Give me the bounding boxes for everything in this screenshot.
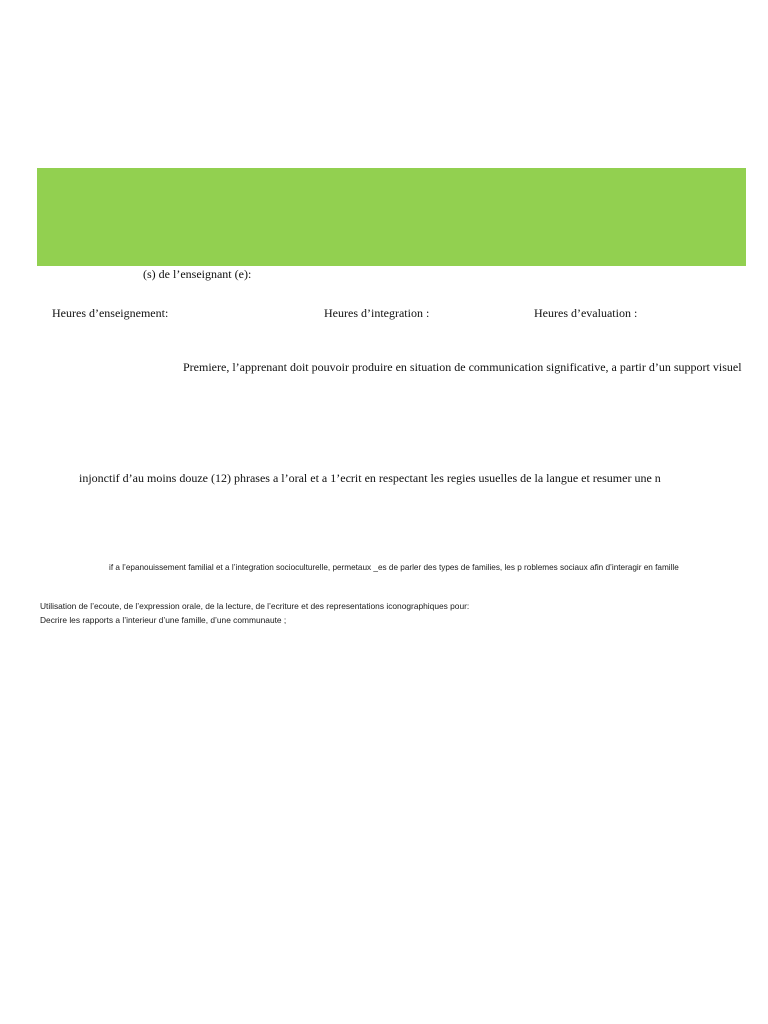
resources-text-line: Utilisation de l’ecoute, de l’expression orale, de la lecture, de l’ecriture et des representations iconographiques pour: — [40, 601, 470, 611]
competency-paragraph-1: Premiere, l’apprenant doit pouvoir produire en situation de communication significative, a partir d’un support visuel — [183, 360, 742, 374]
describe-relations-line: Decrire les rapports a l’interieur d’une famille, d’une communaute ; — [40, 615, 287, 625]
objective-text-line: if a l’epanouissement familial et a l’integration socioculturelle, permetaux _es de parler des types de families, les p roblemes sociaux afin d’interagir en famille — [109, 563, 679, 572]
teaching-hours-label: Heures d’enseignement: — [52, 306, 169, 320]
green-header-banner — [37, 168, 746, 266]
integration-hours-label: Heures d’integration : — [324, 306, 430, 320]
evaluation-hours-label: Heures d’evaluation : — [534, 306, 638, 320]
competency-paragraph-2: injonctif d’au moins douze (12) phrases a l’oral et a 1’ecrit en respectant les regies usuelles de la langue et resumer une n — [79, 471, 661, 485]
teacher-name-label: (s) de l’enseignant (e): — [143, 267, 252, 281]
